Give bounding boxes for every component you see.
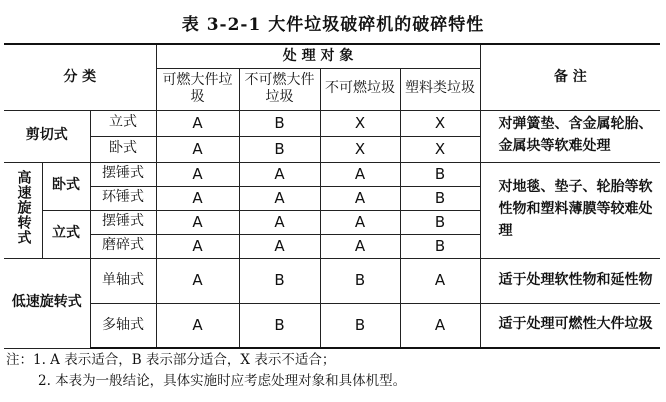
table-cell: B xyxy=(400,186,480,210)
table-cell: A xyxy=(156,234,239,258)
row-type: 单轴式 xyxy=(90,258,156,303)
table-cell: A xyxy=(239,210,320,234)
table-cell: B xyxy=(239,136,320,162)
header-classification: 分 类 xyxy=(4,44,156,110)
table-cell: A xyxy=(239,234,320,258)
table-cell: A xyxy=(156,210,239,234)
table-cell: B xyxy=(239,303,320,348)
table-cell: B xyxy=(239,110,320,136)
table-cell: A xyxy=(156,110,239,136)
table-cell: A xyxy=(156,258,239,303)
table-cell: A xyxy=(239,186,320,210)
remark-cell: 适于处理可燃性大件垃圾 xyxy=(480,303,660,348)
table-cell: B xyxy=(400,210,480,234)
header-remarks: 备 注 xyxy=(480,44,660,110)
row-type: 立式 xyxy=(90,110,156,136)
group-shear: 剪切式 xyxy=(4,110,90,162)
row-type: 摆锤式 xyxy=(90,210,156,234)
table-cell: A xyxy=(320,186,400,210)
table-cell: A xyxy=(239,162,320,186)
group-vertical: 立式 xyxy=(42,210,90,258)
table-cell: X xyxy=(320,110,400,136)
header-objects: 处 理 对 象 xyxy=(156,44,480,68)
footnotes xyxy=(6,350,406,392)
table-cell: A xyxy=(400,303,480,348)
table-cell: A xyxy=(320,234,400,258)
remark-cell: 对地毯、垫子、轮胎等软性物和塑料薄膜等较难处理 xyxy=(480,162,660,258)
table-cell: X xyxy=(320,136,400,162)
row-type: 摆锤式 xyxy=(90,162,156,186)
row-type: 磨碎式 xyxy=(90,234,156,258)
table-cell: A xyxy=(156,303,239,348)
table-cell: B xyxy=(239,258,320,303)
row-type: 卧式 xyxy=(90,136,156,162)
table-cell: A xyxy=(400,258,480,303)
table-cell: A xyxy=(156,186,239,210)
table-title: 表 3-2-1 大件垃圾破碎机的破碎特性 xyxy=(181,15,485,35)
column-header: 不可燃大件垃圾 xyxy=(239,68,320,110)
table-cell: B xyxy=(400,234,480,258)
group-horizontal: 卧式 xyxy=(42,162,90,210)
table-cell: X xyxy=(400,110,480,136)
crusher-characteristics-table xyxy=(4,43,660,349)
table-cell: B xyxy=(320,258,400,303)
row-type: 环锤式 xyxy=(90,186,156,210)
table-cell: A xyxy=(320,210,400,234)
table-cell: X xyxy=(400,136,480,162)
column-header: 不可燃垃圾 xyxy=(320,68,400,110)
table-cell: A xyxy=(320,162,400,186)
table-cell: A xyxy=(156,136,239,162)
column-header: 塑料类垃圾 xyxy=(400,68,480,110)
group-high-speed-label: 高速旋转式 xyxy=(15,169,32,245)
remark-cell: 适于处理软性物和延性物 xyxy=(480,258,660,303)
footnote: 2. 本表为一般结论，具体实施时应考虑处理对象和具体机型。 xyxy=(38,373,407,389)
table-cell: B xyxy=(400,162,480,186)
group-low-speed: 低速旋转式 xyxy=(4,258,90,348)
group-high-speed xyxy=(4,162,42,258)
remark-cell: 对弹簧垫、含金属轮胎、金属块等软难处理 xyxy=(480,110,660,162)
column-header: 可燃大件垃圾 xyxy=(156,68,239,110)
table-cell: B xyxy=(320,303,400,348)
table-cell: A xyxy=(156,162,239,186)
row-type: 多轴式 xyxy=(90,303,156,348)
footnote: 注：1. A 表示适合，B 表示部分适合，X 表示不适合； xyxy=(6,352,336,368)
